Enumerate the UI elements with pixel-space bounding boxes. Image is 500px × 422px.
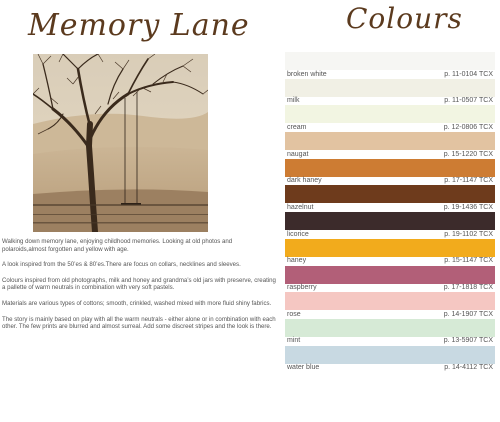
swatch-code: p. 15-1220 TCX <box>443 150 493 158</box>
description-paragraph: A look inspired from the 50’es & 80’es.There are focus on collars, necklines and sleeves. <box>2 261 241 269</box>
colour-swatch-list <box>285 52 495 372</box>
swatch-name: mint <box>287 337 301 345</box>
swatch-name: haney <box>287 257 307 265</box>
swatch-colour-chip <box>285 239 495 257</box>
swatch-colour-chip <box>285 79 495 97</box>
memory-lane-title: Memory Lane <box>28 8 250 43</box>
swatch-name: licorice <box>287 230 309 238</box>
description-paragraph: Materials are various types of cottons; smooth, crinkled, washed mixed with more fluid shiny fabrics. <box>2 299 272 307</box>
swatch-code: p. 19-1436 TCX <box>443 203 493 211</box>
swatch-name: raspberry <box>287 284 317 291</box>
swatch-code: p. 14-4112 TCX <box>444 364 493 372</box>
swatch-licorice <box>285 212 495 239</box>
swatch-water-blue <box>285 346 495 373</box>
swatch-label-row <box>287 96 493 105</box>
swatch-colour-chip <box>285 159 495 177</box>
swatch-colour-chip <box>285 346 495 364</box>
swatch-code: p. 17-1147 TCX <box>444 177 493 185</box>
swatch-name: milk <box>287 97 300 105</box>
swatch-code: p. 17-1818 TCX <box>443 284 493 291</box>
swatch-name: broken white <box>287 70 327 78</box>
swatch-label-row <box>287 310 493 319</box>
swatch-rose <box>285 292 495 319</box>
swatch-naugat <box>285 132 495 159</box>
swatch-colour-chip <box>285 319 495 337</box>
swatch-colour-chip <box>285 52 495 70</box>
swatch-label-row <box>287 256 493 265</box>
swatch-label-row <box>287 150 493 159</box>
description-paragraph: The story is mainly based on play with all the warm neutrals - either alone or in combination with each other. The few prints are blurred and almost surreal. Add some discreet stripes and the look is there. <box>2 315 276 331</box>
swatch-name: hazelnut <box>287 203 314 211</box>
colours-title: Colours <box>346 2 463 35</box>
description-paragraph: Walking down memory lane, enjoying childhood memories. Looking at old photos and polaroids,almost forgotten and yellow with age. <box>2 238 233 253</box>
swatch-broken-white <box>285 52 495 79</box>
swatch-code: p. 14-1907 TCX <box>443 310 493 318</box>
swatch-dark-haney <box>285 159 495 186</box>
swatch-label-row <box>287 123 493 132</box>
swatch-colour-chip <box>285 105 495 123</box>
swatch-name: rose <box>287 310 301 318</box>
swatch-name: water blue <box>287 364 320 372</box>
swatch-name: dark haney <box>287 177 322 185</box>
swatch-colour-chip <box>285 212 495 230</box>
swatch-label-row <box>287 336 493 345</box>
swatch-label-row <box>287 176 493 185</box>
swatch-hazelnut <box>285 185 495 212</box>
swatch-name: cream <box>287 123 307 131</box>
swatch-code: p. 11-0507 TCX <box>444 97 493 105</box>
swatch-code: p. 12-0806 TCX <box>443 123 493 131</box>
swatch-label-row <box>287 363 493 372</box>
swatch-code: p. 15-1147 TCX <box>444 257 493 265</box>
swatch-mint <box>285 319 495 346</box>
swatch-raspberry <box>285 266 495 293</box>
sepia-tree-photo <box>33 54 208 232</box>
swatch-code: p. 13-5907 TCX <box>443 337 493 345</box>
swatch-cream <box>285 105 495 132</box>
description-paragraph: Colours inspired from old photographs, milk and honey and grandma’s old jars with preserve, creating a pallette of warm neutrals in combination with very soft pastels. <box>2 276 276 292</box>
swatch-label-row <box>287 283 493 292</box>
description-text <box>2 238 278 339</box>
swatch-colour-chip <box>285 132 495 150</box>
swatch-colour-chip <box>285 185 495 203</box>
swatch-label-row <box>287 230 493 239</box>
swatch-colour-chip <box>285 292 495 310</box>
swatch-colour-chip <box>285 266 495 284</box>
swatch-name: naugat <box>287 150 309 158</box>
swatch-label-row <box>287 70 493 79</box>
swatch-code: p. 11-0104 TCX <box>444 70 493 78</box>
swatch-label-row <box>287 203 493 212</box>
swatch-milk <box>285 79 495 106</box>
swatch-code: p. 19-1102 TCX <box>444 230 493 238</box>
swatch-haney <box>285 239 495 266</box>
